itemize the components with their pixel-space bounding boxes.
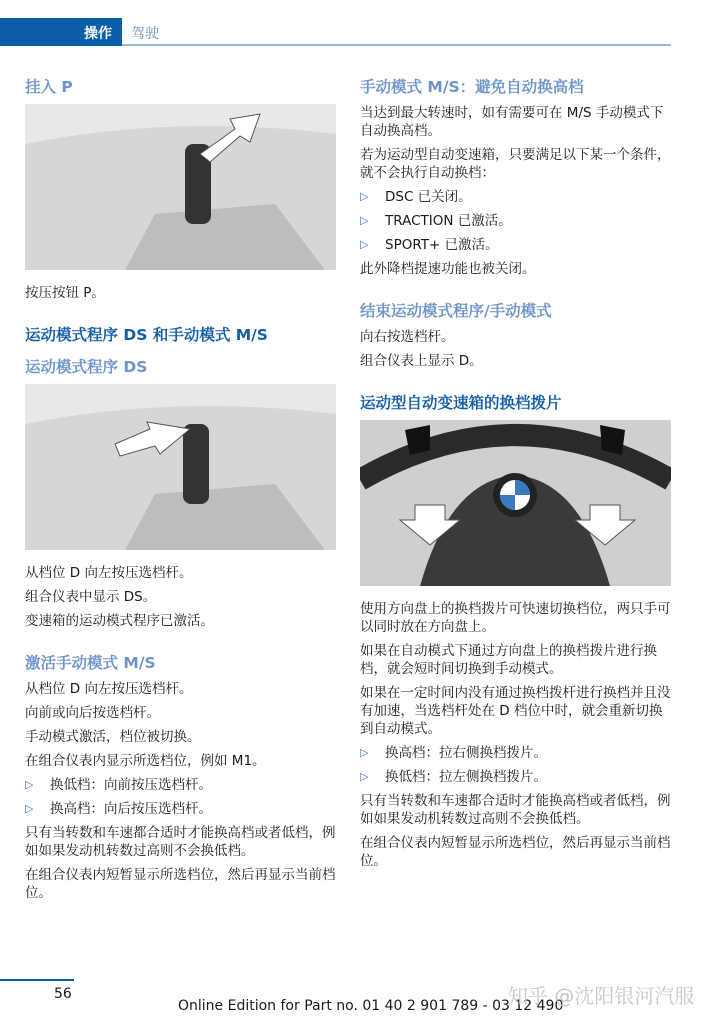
paddle-line-2: 如果在自动模式下通过方向盘上的换档拨片进行换档，就会短时间切换到手动模式。 xyxy=(360,643,657,677)
bullet-text: 换高档：拉右侧换档拨片。 xyxy=(385,745,547,761)
gear-lever-p-image xyxy=(25,104,336,270)
page-number: 56 xyxy=(54,986,72,1002)
heading-ds-ms: 运动模式程序 DS 和手动模式 M/S xyxy=(25,326,268,344)
tab-driving[interactable]: 驾驶 xyxy=(131,26,159,42)
gear-lever-ds-image xyxy=(25,384,336,550)
ms-line-3: 手动模式激活，档位被切换。 xyxy=(25,729,201,745)
triangle-bullet-icon: ▷ xyxy=(360,770,369,783)
ms-after-2: 在组合仪表内短暂显示所选档位，然后再显示当前档位。 xyxy=(25,867,336,901)
heading-end-mode: 结束运动模式程序/手动模式 xyxy=(360,302,552,320)
ds-line-1: 从档位 D 向左按压选档杆。 xyxy=(25,565,193,581)
paddle-after-2: 在组合仪表内短暂显示所选档位，然后再显示当前档位。 xyxy=(360,835,671,869)
avoid-line-1: 当达到最大转速时，如有需要可在 M/S 手动模式下自动换高档。 xyxy=(360,105,664,139)
watermark: 知乎 @沈阳银河汽服 xyxy=(508,984,695,1008)
bullet-text: 换低档：拉左侧换档拨片。 xyxy=(385,769,547,785)
footer-divider xyxy=(0,979,74,981)
press-p-text: 按压按钮 P。 xyxy=(25,285,105,301)
heading-avoid-upshift: 手动模式 M/S：避免自动换高档 xyxy=(360,78,584,96)
triangle-bullet-icon: ▷ xyxy=(25,778,34,791)
heading-engage-p: 挂入 P xyxy=(25,78,73,96)
edition-text: Online Edition for Part no. 01 40 2 901 789 - 03 12 490 xyxy=(178,998,564,1014)
triangle-bullet-icon: ▷ xyxy=(360,214,369,227)
paddle-after-1: 只有当转数和车速都合适时才能换高档或者低档，例如如果发动机转数过高则不会换低档。 xyxy=(360,793,671,827)
ms-line-4: 在组合仪表内显示所选档位，例如 M1。 xyxy=(25,753,266,769)
end-line-1: 向右按选档杆。 xyxy=(360,329,455,345)
ms-after-1: 只有当转数和车速都合适时才能换高档或者低档，例如如果发动机转数过高则不会换低档。 xyxy=(25,825,336,859)
triangle-bullet-icon: ▷ xyxy=(360,190,369,203)
header-divider xyxy=(122,44,671,46)
bullet-item xyxy=(360,236,672,254)
paddle-line-3: 如果在一定时间内没有通过换档拨杆进行换档并且没有加速，当选档杆处在 D 档位中时，就会重新切换到自动模式。 xyxy=(360,685,671,737)
steering-wheel-image xyxy=(360,420,671,586)
triangle-bullet-icon: ▷ xyxy=(360,746,369,759)
right-column xyxy=(360,76,672,876)
ds-line-2: 组合仪表中显示 DS。 xyxy=(25,589,157,605)
bullet-text: TRACTION 已激活。 xyxy=(385,213,512,229)
bullet-item xyxy=(25,800,337,818)
bullet-text: 换高档：向后按压选档杆。 xyxy=(50,801,212,817)
bullet-item xyxy=(360,744,672,762)
bullet-item xyxy=(360,768,672,786)
ms-line-2: 向前或向后按选档杆。 xyxy=(25,705,160,721)
ds-line-3: 变速箱的运动模式程序已激活。 xyxy=(25,613,214,629)
end-line-2: 组合仪表上显示 D。 xyxy=(360,353,483,369)
left-column xyxy=(25,76,337,908)
paddle-line-1: 使用方向盘上的换档拨片可快速切换档位，两只手可以同时放在方向盘上。 xyxy=(360,601,671,635)
bullet-item xyxy=(25,776,337,794)
bullet-text: 换低档：向前按压选档杆。 xyxy=(50,777,212,793)
tab-operation[interactable]: 操作 xyxy=(84,26,112,42)
bullet-item xyxy=(360,212,672,230)
triangle-bullet-icon: ▷ xyxy=(25,802,34,815)
ms-line-1: 从档位 D 向左按压选档杆。 xyxy=(25,681,193,697)
bullet-text: SPORT+ 已激活。 xyxy=(385,237,499,253)
avoid-line-2: 若为运动型自动变速箱，只要满足以下某一个条件，就不会执行自动换档： xyxy=(360,147,671,181)
triangle-bullet-icon: ▷ xyxy=(360,238,369,251)
bullet-text: DSC 已关闭。 xyxy=(385,189,472,205)
avoid-after: 此外降档提速功能也被关闭。 xyxy=(360,261,536,277)
heading-paddles: 运动型自动变速箱的换档拨片 xyxy=(360,394,562,412)
heading-activate-ms: 激活手动模式 M/S xyxy=(25,654,156,672)
heading-ds: 运动模式程序 DS xyxy=(25,358,148,376)
bullet-item xyxy=(360,188,672,206)
header-tab-active[interactable] xyxy=(0,18,122,46)
